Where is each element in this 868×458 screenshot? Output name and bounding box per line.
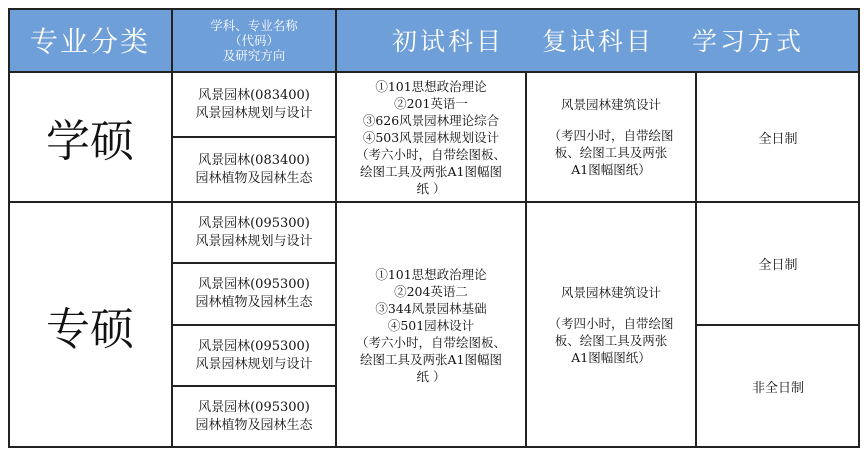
academic-master-label: 学硕 [46, 116, 134, 167]
professional-retest [526, 202, 696, 448]
academic-initial-exam [336, 72, 526, 202]
column-divider [335, 8, 337, 448]
retest-line: 风景园林建筑设计 [560, 97, 661, 112]
direction-name: 风景园林规划与设计 [195, 356, 313, 372]
retest-line: （考四小时，自带绘图 [548, 316, 674, 331]
direction-name: 园林植物及园林生态 [195, 295, 313, 310]
direction-name: 风景园林规划与设计 [195, 233, 313, 249]
direction-name: 风景园林规划与设计 [195, 105, 313, 121]
row-divider [172, 136, 336, 138]
header-divider [8, 71, 860, 73]
retest-line: 板、绘图工具及两张 [554, 333, 668, 348]
retest-line: A1图幅图纸） [571, 162, 651, 177]
exam-line: 纸 ） [416, 180, 446, 196]
academic-direction-2 [172, 137, 336, 202]
column-divider [695, 72, 697, 448]
header-category: 专业分类 [8, 8, 172, 72]
header-name-line2: （代码） [228, 32, 279, 48]
exam-line: 绘图工具及两张A1图幅图 [360, 163, 502, 179]
professional-direction-3 [172, 325, 336, 386]
professional-direction-1 [172, 202, 336, 263]
row-divider [696, 324, 860, 326]
retest-line: A1图幅图纸） [571, 350, 651, 365]
header-subjects [336, 8, 860, 72]
retest-line: 风景园林建筑设计 [560, 285, 661, 300]
direction-code: 风景园林(095300) [198, 277, 310, 292]
exam-line: ③344风景园林基础 [375, 300, 487, 316]
header-study-mode: 学习方式 [692, 27, 805, 56]
direction-code: 风景园林(083400) [198, 87, 310, 103]
direction-name: 园林植物及园林生态 [195, 170, 313, 186]
professional-master-label: 专硕 [46, 304, 134, 355]
direction-code: 风景园林(083400) [198, 152, 310, 168]
row-divider [172, 385, 336, 387]
exam-line: ④501园林设计 [387, 317, 475, 333]
column-divider [171, 8, 173, 448]
direction-code: 风景园林(095300) [198, 400, 310, 415]
professional-study-mode-fulltime: 全日制 [758, 258, 798, 273]
direction-name: 园林植物及园林生态 [195, 418, 313, 433]
column-divider [525, 72, 527, 448]
exam-line: （考六小时，自带绘图板、 [355, 334, 506, 350]
direction-code: 风景园林(095300) [198, 215, 310, 231]
row-divider [172, 262, 336, 264]
exam-line: 纸 ） [416, 368, 446, 384]
exam-line: ②201英语一 [394, 95, 468, 111]
retest-line: 板、绘图工具及两张 [554, 145, 668, 160]
header-name-line1: 学科、专业名称 [210, 17, 298, 33]
professional-study-mode-parttime: 非全日制 [751, 381, 804, 396]
professional-direction-4 [172, 386, 336, 448]
exam-line: ②204英语二 [394, 283, 468, 299]
academic-study-mode: 全日制 [758, 131, 798, 147]
exam-line: （考六小时，自带绘图板、 [355, 146, 506, 162]
header-major-name [172, 8, 336, 72]
section-divider [8, 201, 860, 203]
professional-initial-exam [336, 202, 526, 448]
exam-line: ③626风景园林理论综合 [362, 112, 500, 128]
direction-code: 风景园林(095300) [198, 338, 310, 354]
header-initial-exam: 初试科目 [391, 27, 504, 56]
row-divider [172, 324, 336, 326]
academic-direction-1 [172, 72, 336, 137]
admissions-table [8, 8, 860, 448]
retest-line: （考四小时，自带绘图 [548, 128, 674, 143]
exam-line: ④503风景园林规划设计 [362, 129, 500, 145]
exam-line: ①101思想政治理论 [375, 78, 487, 94]
exam-line: ①101思想政治理论 [375, 266, 487, 282]
professional-direction-2 [172, 263, 336, 325]
academic-retest [526, 72, 696, 202]
header-retest: 复试科目 [541, 27, 654, 56]
header-name-line3: 及研究方向 [222, 47, 286, 63]
exam-line: 绘图工具及两张A1图幅图 [360, 351, 502, 367]
